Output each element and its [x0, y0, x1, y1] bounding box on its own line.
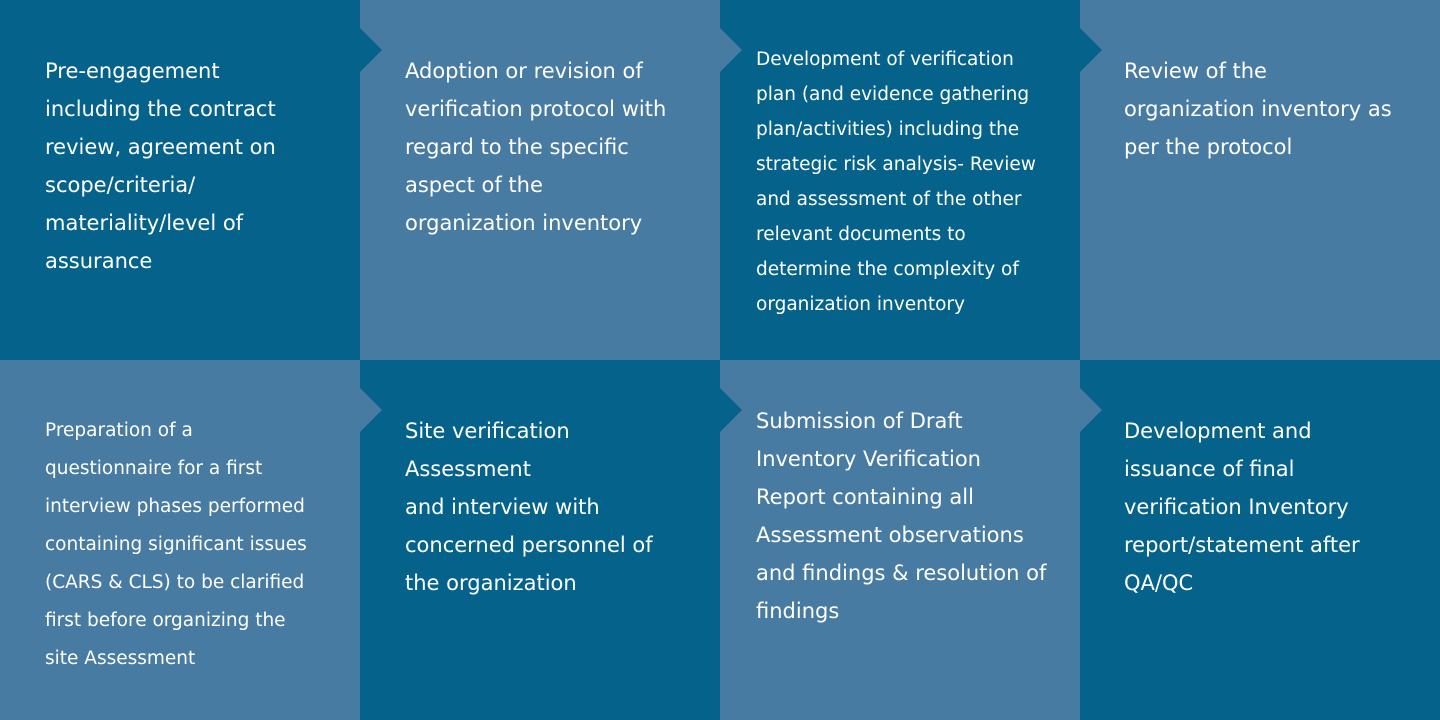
- arrow-right-icon: [720, 388, 742, 432]
- step-4-box: [1080, 0, 1440, 360]
- step-1-text: Pre-engagement including the contract review, agreement on scope/criteria/ materiality/level of assurance: [45, 59, 276, 273]
- step-7-box: [720, 360, 1080, 720]
- step-1-box: [0, 0, 360, 360]
- step-7-text: Submission of Draft Inventory Verification Report containing all Assessment observations and findings & resolution of findings: [756, 409, 1047, 623]
- step-5-text: Preparation of a questionnaire for a first interview phases performed containing significant issues (CARS & CLS) to be clarified first before organizing the site Assessment: [45, 420, 307, 669]
- arrow-right-icon: [1080, 28, 1102, 72]
- step-2-box: [360, 0, 720, 360]
- step-6-box: [360, 360, 720, 720]
- step-2-text: Adoption or revision of verification protocol with regard to the specific aspect of the organization inventory: [405, 59, 667, 235]
- arrow-right-icon: [720, 28, 742, 72]
- arrow-right-icon: [360, 28, 382, 72]
- step-3-box: [720, 0, 1080, 360]
- step-6-text: Site verification Assessment and interview with concerned personnel of the organization: [405, 419, 653, 595]
- arrow-right-icon: [1080, 388, 1102, 432]
- step-5-box: [0, 360, 360, 720]
- step-4-text: Review of the organization inventory as per the protocol: [1124, 59, 1392, 159]
- step-8-text: Development and issuance of final verification Inventory report/statement after QA/QC: [1124, 419, 1360, 595]
- step-8-box: [1080, 360, 1440, 720]
- step-3-text: Development of verification plan (and evidence gathering plan/activities) including the strategic risk analysis- Review and assessment of the other relevant documents to determine the complexity of organization inventory: [756, 49, 1036, 315]
- arrow-right-icon: [360, 388, 382, 432]
